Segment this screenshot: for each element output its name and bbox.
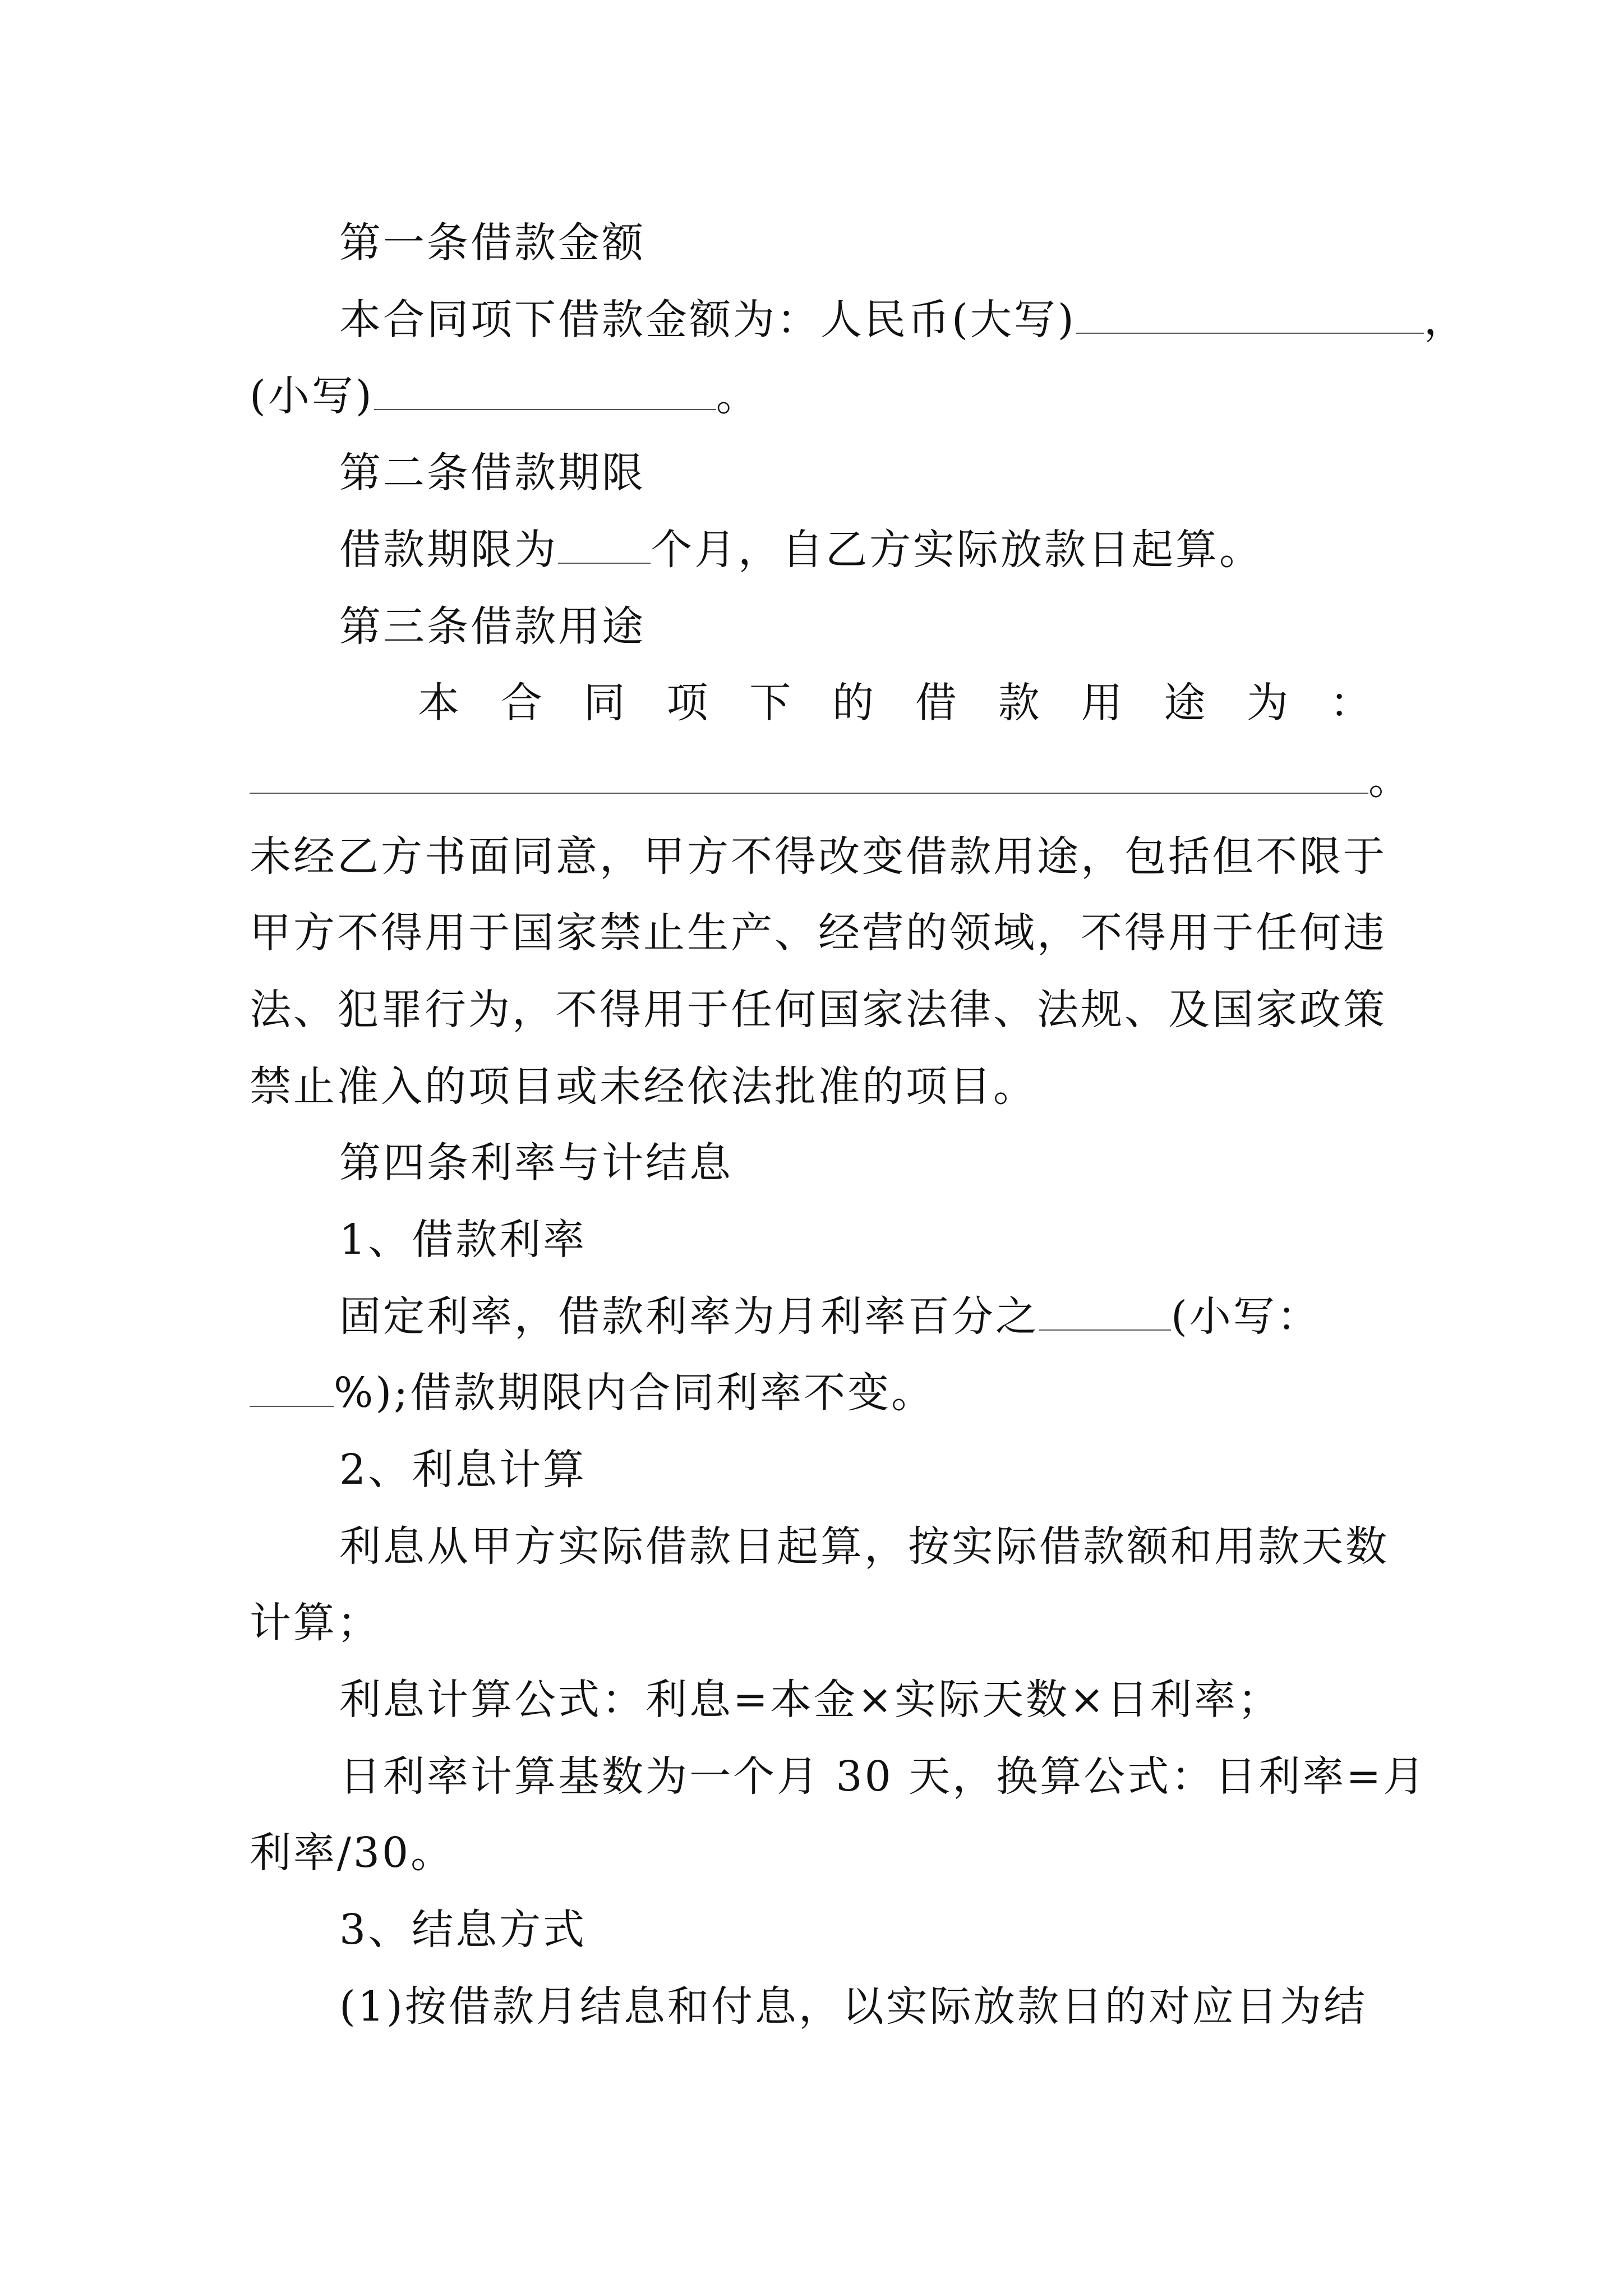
purpose-char: 的 (832, 679, 874, 727)
settle-line-1: (1)按借款月结息和付息，以实际放款日的对应日为结 (339, 1982, 1367, 2031)
rate-small-blank (250, 1365, 334, 1407)
purpose-char: 合 (500, 679, 542, 727)
purpose-blank (250, 752, 1368, 794)
article1-heading: 第一条借款金额 (339, 219, 645, 267)
interest-title: 2、利息计算 (339, 1446, 587, 1494)
term-prefix: 借款期限为 (339, 526, 558, 574)
purpose-char: 款 (998, 679, 1040, 727)
daily-rate-line-2: 利率/30。 (250, 1829, 455, 1877)
rate-prefix: 固定利率，借款利率为月利率百分之 (339, 1292, 1039, 1341)
purpose-char: 用 (1081, 679, 1123, 727)
article3-body-line: 未经乙方书面同意，甲方不得改变借款用途，包括但不限于 (250, 832, 1387, 881)
small-end: 。 (716, 372, 760, 420)
purpose-char: 同 (583, 679, 625, 727)
article1-small-line (250, 368, 760, 424)
purpose-char: 为 (1247, 679, 1289, 727)
rate-percent-blank (1039, 1289, 1171, 1331)
rate-line2-text: %);借款期限内合同利率不变。 (334, 1369, 935, 1417)
purpose-char: 下 (749, 679, 791, 727)
rate-title: 1、借款利率 (339, 1216, 587, 1264)
purpose-char: 项 (666, 679, 708, 727)
interest-formula: 利息计算公式：利息=本金×实际天数×日利率； (339, 1676, 1282, 1724)
daily-rate-line-1: 日利率计算基数为一个月 30 天，换算公式：日利率=月 (339, 1752, 1427, 1801)
amount-prefix: 本合同项下借款金额为：人民币(大写) (339, 296, 1076, 344)
article1-amount-line (339, 292, 1468, 348)
rate-line (339, 1289, 1321, 1345)
amount-comma: ， (1423, 296, 1468, 344)
amount-lowercase-blank (374, 369, 716, 410)
purpose-char: 借 (915, 679, 957, 727)
purpose-char: ： (1329, 679, 1371, 727)
rate-small-label: (小写： (1171, 1292, 1321, 1341)
article3-body-line: 禁止准入的项目或未经依法批准的项目。 (250, 1062, 1037, 1111)
amount-uppercase-blank (1076, 292, 1424, 334)
term-months-blank (558, 522, 651, 564)
small-prefix: (小写) (250, 372, 374, 420)
article4-heading: 第四条利率与计结息 (339, 1139, 733, 1187)
interest-line-1: 利息从甲方实际借款日起算，按实际借款额和用款天数 (339, 1522, 1389, 1571)
purpose-end: 。 (1368, 756, 1412, 804)
purpose-char: 本 (418, 679, 459, 727)
article3-body-line: 法、犯罪行为，不得用于任何国家法律、法规、及国家政策 (250, 986, 1387, 1034)
article2-term-line (339, 522, 1263, 578)
rate-line-2 (250, 1365, 935, 1421)
purpose-char: 途 (1164, 679, 1206, 727)
article3-body-line: 甲方不得用于国家禁止生产、经营的领域，不得用于任何违 (250, 909, 1387, 957)
settle-title: 3、结息方式 (339, 1906, 587, 1954)
article3-heading: 第三条借款用途 (339, 602, 645, 651)
article3-purpose-blank-line (250, 752, 1412, 808)
term-suffix: 个月，自乙方实际放款日起算。 (651, 526, 1263, 574)
article2-heading: 第二条借款期限 (339, 449, 645, 497)
article3-purpose-line (418, 675, 1371, 731)
interest-line-2: 计算； (250, 1599, 381, 1647)
